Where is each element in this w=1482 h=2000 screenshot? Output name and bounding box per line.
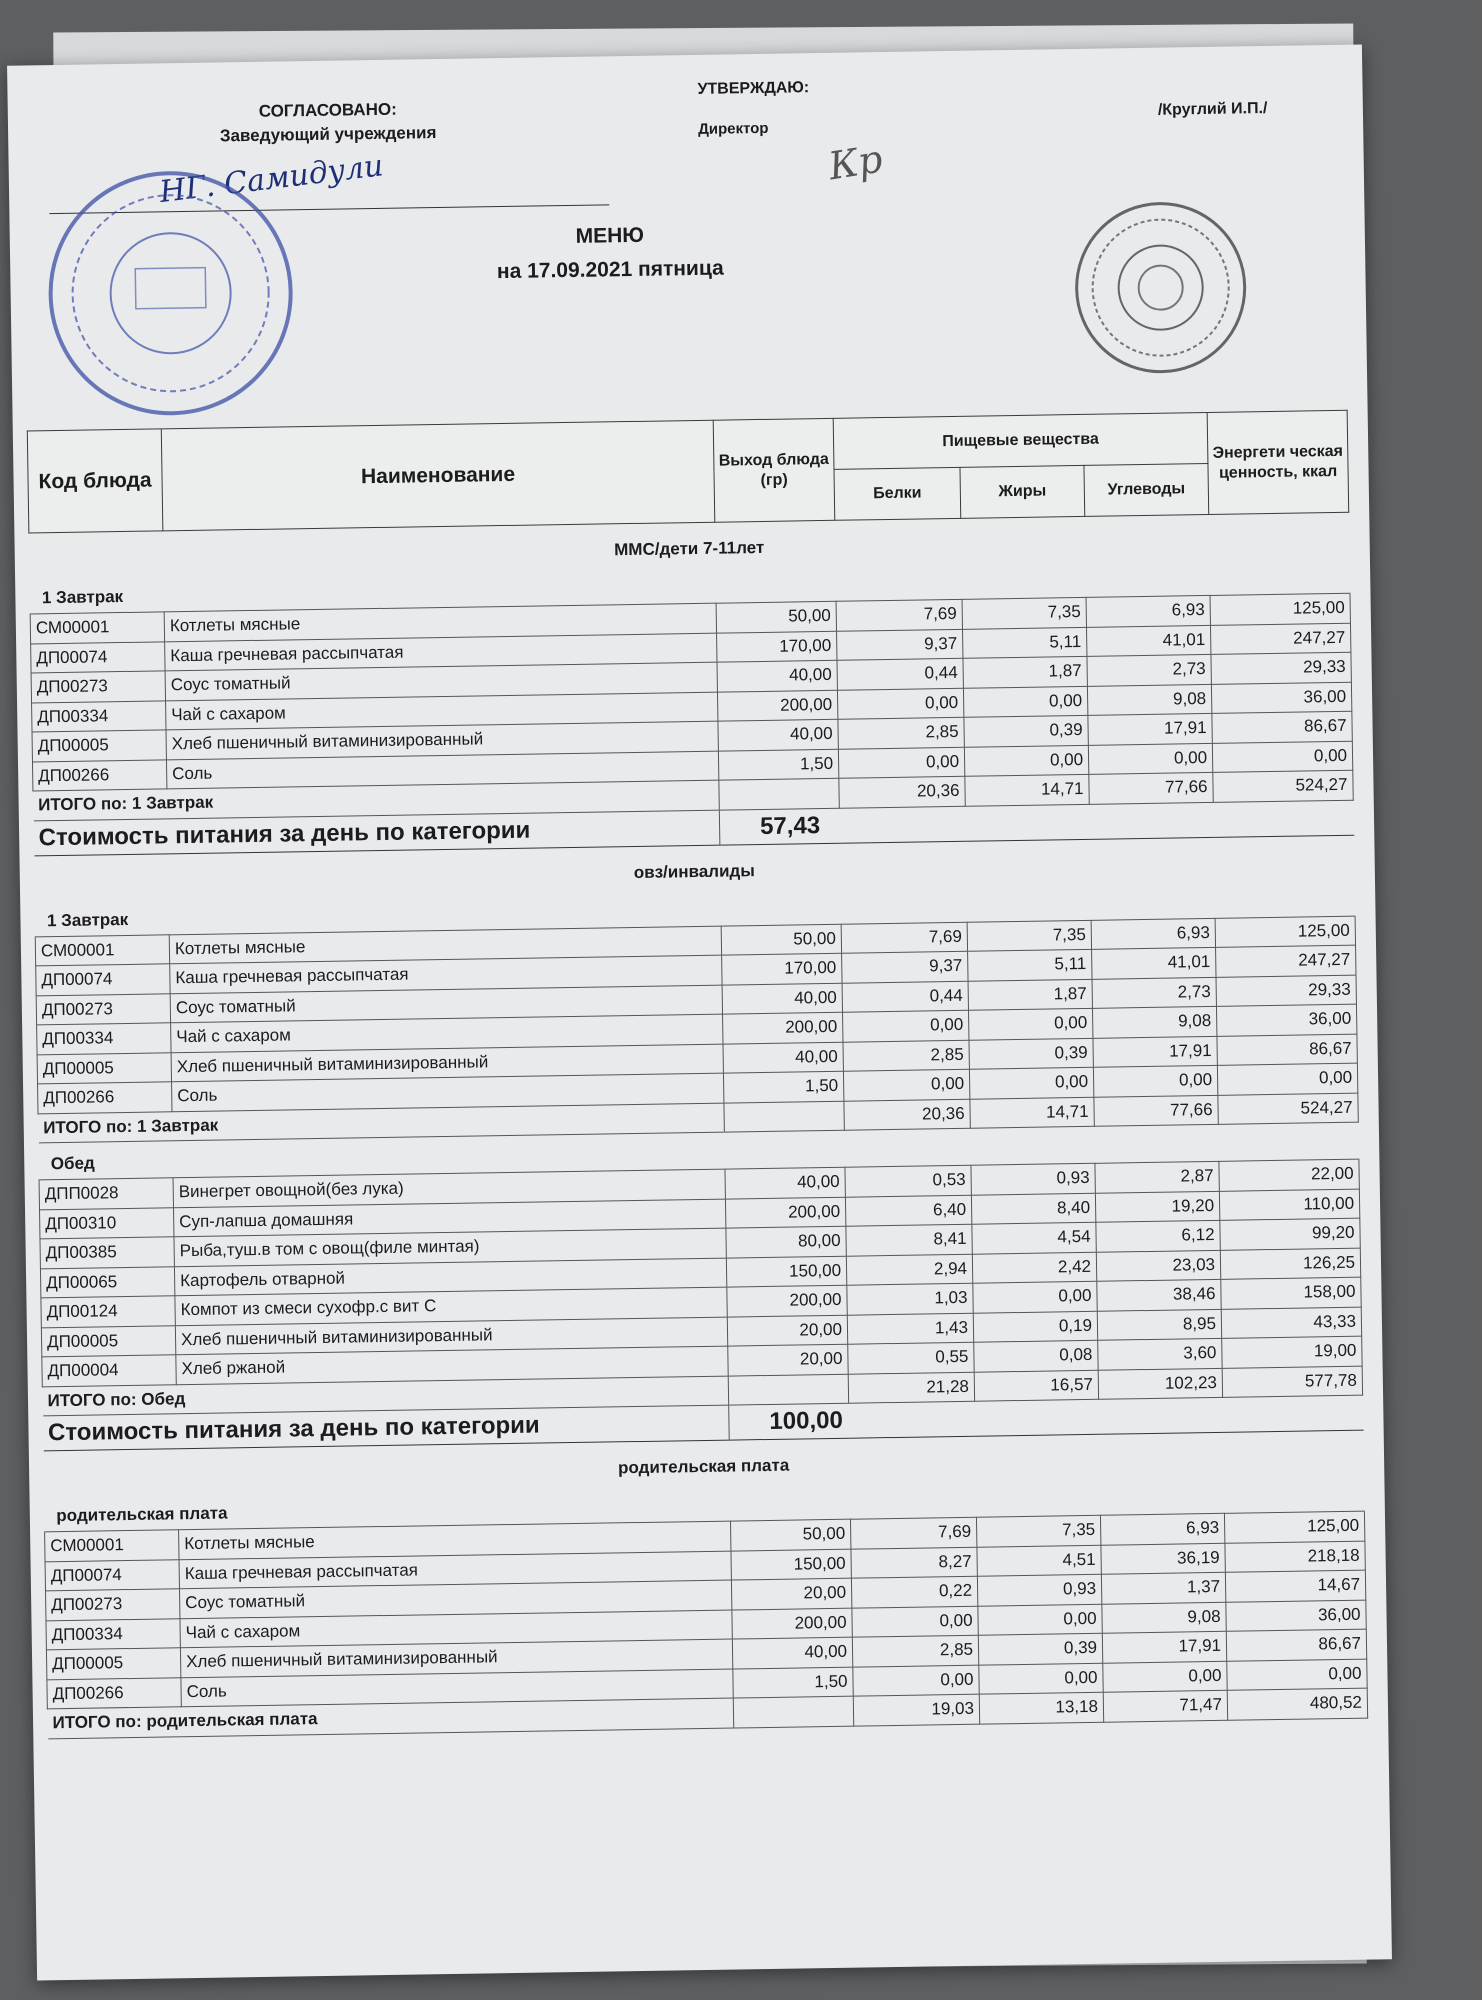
dish-protein: 0,53 [845,1165,971,1196]
dish-carbs: 19,20 [1095,1191,1219,1222]
total-protein: 20,36 [839,776,965,807]
menu-sheet [7,44,1392,1980]
dish-name: Хлеб пшеничный витаминизированный [166,721,718,759]
head-signature: НГ. Самидули [157,148,386,211]
dish-fat: 0,00 [964,745,1088,776]
dish-yield: 1,50 [733,1667,853,1698]
dish-fat: 0,00 [978,1604,1102,1635]
cost-label: Стоимость питания за день по категории [33,810,719,856]
total-protein: 20,36 [844,1099,970,1130]
dish-energy: 29,33 [1211,652,1351,684]
dish-protein: 2,85 [843,1040,969,1071]
dish-carbs: 0,00 [1088,743,1212,774]
dish-carbs: 0,00 [1093,1065,1217,1096]
dish-protein: 2,85 [838,717,964,748]
agreed-title: СОГЛАСОВАНО: [258,99,397,121]
dish-energy: 247,27 [1210,623,1350,655]
dish-yield: 20,00 [728,1344,848,1375]
dish-fat: 7,35 [962,597,1086,628]
dish-name: Хлеб пшеничный витаминизированный [180,1639,732,1677]
dish-protein: 8,41 [846,1224,972,1255]
section-title: родительская плата [44,1475,1364,1532]
dish-carbs: 17,91 [1102,1631,1226,1662]
dish-protein: 0,00 [852,1606,978,1637]
dish-fat: 0,00 [963,686,1087,717]
dish-yield: 150,00 [731,1549,851,1580]
category-title: овз/инвалиды [633,860,755,882]
total-yield-empty [733,1696,853,1727]
agreed-block [158,96,499,149]
dish-name: Котлеты мясные [164,603,716,641]
dish-code: ДП00310 [40,1207,174,1239]
dish-fat: 0,39 [978,1633,1102,1664]
total-label: ИТОГО по: 1 Завтрак [38,1103,724,1143]
director-signature: Кр [825,136,886,189]
dish-fat: 0,00 [968,1008,1092,1039]
total-carbs: 102,23 [1098,1368,1222,1399]
dish-code: ДП00124 [41,1296,175,1328]
dish-energy: 125,00 [1210,593,1350,625]
total-carbs: 77,66 [1094,1095,1218,1126]
dish-name: Картофель отварной [174,1258,726,1296]
dish-yield: 200,00 [727,1285,847,1316]
dish-protein: 1,43 [847,1313,973,1344]
menu-title: МЕНЮ [575,223,645,248]
total-protein: 21,28 [848,1372,974,1403]
dish-energy: 0,00 [1227,1659,1367,1691]
dish-name: Хлеб пшеничный витаминизированный [171,1044,723,1082]
dish-protein: 8,27 [851,1547,977,1578]
category-title: родительская плата [617,1455,790,1478]
dish-fat: 7,35 [976,1515,1100,1546]
dish-energy: 110,00 [1219,1189,1359,1221]
dish-fat: 0,00 [979,1663,1103,1694]
dish-carbs: 17,91 [1088,713,1212,744]
dish-carbs: 9,08 [1092,1006,1216,1037]
dish-protein: 0,00 [838,747,964,778]
col-fat: Жиры [960,465,1085,518]
dish-name: Соус томатный [179,1580,731,1618]
section-title: 1 Завтрак [30,557,1350,614]
dish-energy: 22,00 [1219,1159,1359,1191]
dish-name: Компот из смеси сухофр.с вит С [175,1287,727,1325]
dish-yield: 40,00 [722,983,842,1014]
dish-name: Каша гречневая рассыпчатая [165,633,717,671]
dish-fat: 2,42 [972,1252,1096,1283]
dish-carbs: 6,93 [1086,595,1210,626]
dish-code: ДП00005 [32,730,166,762]
dish-code: ДП00273 [31,671,165,703]
dish-yield: 40,00 [732,1637,852,1668]
dish-carbs: 8,95 [1097,1309,1221,1340]
dish-yield: 40,00 [725,1167,845,1198]
total-label: ИТОГО по: 1 Завтрак [33,780,719,820]
dish-yield: 40,00 [723,1042,843,1073]
dish-energy: 86,67 [1212,711,1352,743]
dish-protein: 0,55 [848,1342,974,1373]
dish-fat: 0,19 [973,1311,1097,1342]
total-protein: 19,03 [853,1694,979,1725]
dish-name: Соль [166,751,718,789]
dish-energy: 218,18 [1225,1541,1365,1573]
dish-name: Хлеб пшеничный витаминизированный [175,1317,727,1355]
dish-carbs: 6,12 [1096,1220,1220,1251]
dish-energy: 29,33 [1216,975,1356,1007]
dish-name: Каша гречневая рассыпчатая [179,1551,731,1589]
dish-yield: 200,00 [723,1012,843,1043]
dish-protein: 2,94 [846,1254,972,1285]
dish-code: ДП00266 [38,1082,172,1114]
dish-carbs: 41,01 [1092,947,1216,978]
dish-carbs: 23,03 [1096,1250,1220,1281]
col-nutrients: Пищевые вещества [833,412,1208,469]
dish-code: ДП00266 [47,1677,181,1709]
cost-label: Стоимость питания за день по категории [43,1405,729,1451]
dish-carbs: 2,73 [1092,977,1216,1008]
dish-yield: 50,00 [730,1519,850,1550]
dish-protein: 7,69 [836,599,962,630]
dish-name: Котлеты мясные [169,926,721,964]
dish-yield: 200,00 [725,1197,845,1228]
dish-protein: 0,00 [843,1010,969,1041]
dish-code: ДП00385 [40,1237,174,1269]
dish-carbs: 9,08 [1102,1602,1226,1633]
dish-carbs: 3,60 [1098,1338,1222,1369]
cost-value: 57,43 [719,800,1353,845]
col-yield: Выход блюда (гр) [713,418,835,522]
dish-protein: 0,00 [853,1665,979,1696]
dish-protein: 2,85 [852,1635,978,1666]
dish-energy: 158,00 [1221,1277,1361,1309]
dish-code: СМ00001 [45,1530,179,1562]
cost-value: 100,00 [729,1395,1363,1440]
dish-energy: 14,67 [1225,1570,1365,1602]
dish-code: ДП00334 [46,1618,180,1650]
total-fat: 13,18 [979,1692,1103,1723]
dish-code: ДПП0028 [39,1178,173,1210]
dish-energy: 0,00 [1217,1063,1357,1095]
menu-table [27,410,1368,1739]
dish-carbs: 2,87 [1095,1161,1219,1192]
col-energy: Энергети ческая ценность, ккал [1207,410,1349,514]
dish-code: ДП00004 [42,1355,176,1387]
dish-fat: 5,11 [963,627,1087,658]
category-title: ММС/дети 7-11лет [614,537,765,560]
dish-energy: 19,00 [1222,1336,1362,1368]
dish-fat: 0,00 [969,1067,1093,1098]
dish-protein: 9,37 [837,629,963,660]
dish-fat: 0,93 [977,1574,1101,1605]
total-energy: 524,27 [1218,1093,1358,1125]
approve-title: УТВЕРЖДАЮ: [697,79,810,98]
dish-fat: 5,11 [968,949,1092,980]
total-label: ИТОГО по: родительская плата [47,1698,733,1738]
col-name: Наименование [161,420,715,531]
dish-energy: 126,25 [1220,1248,1360,1280]
dish-energy: 86,67 [1226,1629,1366,1661]
dish-code: ДП00005 [46,1648,180,1680]
dish-protein: 7,69 [841,922,967,953]
dish-code: СМ00001 [30,612,164,644]
total-carbs: 77,66 [1089,772,1213,803]
section-title: 1 Завтрак [35,879,1355,936]
col-protein: Белки [834,467,961,520]
dish-carbs: 38,46 [1097,1279,1221,1310]
dish-code: СМ00001 [35,934,169,966]
dish-code: ДП00005 [41,1325,175,1357]
dish-protein: 0,22 [851,1576,977,1607]
dish-name: Чай с сахаром [166,692,718,730]
dish-energy: 247,27 [1216,945,1356,977]
dish-name: Котлеты мясные [179,1521,731,1559]
dish-carbs: 36,19 [1101,1543,1225,1574]
dish-fat: 7,35 [967,920,1091,951]
dish-energy: 86,67 [1217,1034,1357,1066]
dish-yield: 200,00 [732,1608,852,1639]
round-stamp-blue [39,161,303,425]
dish-carbs: 6,93 [1091,918,1215,949]
total-fat: 16,57 [974,1370,1098,1401]
dish-carbs: 6,93 [1100,1513,1224,1544]
dish-fat: 1,87 [968,979,1092,1010]
total-yield-empty [724,1101,844,1132]
dish-name: Соус томатный [170,985,722,1023]
dish-code: ДП00266 [32,759,166,791]
dish-code: ДП00273 [46,1589,180,1621]
dish-protein: 7,69 [850,1517,976,1548]
dish-name: Винегрет овощной(без лука) [173,1169,725,1207]
dish-name: Чай с сахаром [171,1014,723,1052]
dish-code: ДП00074 [45,1559,179,1591]
dish-carbs: 9,08 [1087,684,1211,715]
total-energy: 524,27 [1213,770,1353,802]
dish-yield: 1,50 [723,1071,843,1102]
dish-code: ДП00074 [36,964,170,996]
dish-fat: 8,40 [971,1193,1095,1224]
dish-fat: 0,39 [964,715,1088,746]
col-carbs: Углеводы [1084,463,1209,516]
dish-energy: 36,00 [1216,1004,1356,1036]
dish-energy: 0,00 [1212,741,1352,773]
dish-name: Чай с сахаром [180,1610,732,1648]
director-label: Директор [697,119,769,138]
dish-code: ДП00334 [32,700,166,732]
dish-name: Хлеб ржаной [176,1346,728,1384]
total-carbs: 71,47 [1103,1690,1227,1721]
dish-fat: 0,08 [974,1340,1098,1371]
dish-carbs: 2,73 [1087,654,1211,685]
dish-yield: 170,00 [722,953,842,984]
dish-yield: 20,00 [731,1578,851,1609]
dish-protein: 1,03 [847,1283,973,1314]
total-fat: 14,71 [970,1097,1094,1128]
dish-yield: 40,00 [718,719,838,750]
dish-code: ДП00005 [37,1052,171,1084]
total-energy: 577,78 [1222,1366,1362,1398]
dish-energy: 99,20 [1220,1218,1360,1250]
col-code: Код блюда [27,429,163,533]
dish-yield: 150,00 [726,1256,846,1287]
dish-carbs: 41,01 [1086,625,1210,656]
dish-yield: 50,00 [721,924,841,955]
agreed-role: Заведующий учреждения [219,123,437,146]
menu-date: на 17.09.2021 пятница [496,256,724,284]
dish-fat: 0,39 [969,1038,1093,1069]
dish-yield: 50,00 [716,601,836,632]
dish-carbs: 1,37 [1101,1572,1225,1603]
dish-protein: 0,00 [837,688,963,719]
dish-code: ДП00074 [31,641,165,673]
dish-yield: 80,00 [726,1226,846,1257]
dish-yield: 20,00 [727,1315,847,1346]
dish-yield: 1,50 [718,749,838,780]
total-yield-empty [719,778,839,809]
dish-energy: 36,00 [1211,682,1351,714]
dish-yield: 40,00 [717,660,837,691]
dish-fat: 4,54 [972,1222,1096,1253]
dish-carbs: 0,00 [1103,1661,1227,1692]
dish-name: Соус томатный [165,662,717,700]
dish-name: Суп-лапша домашняя [173,1199,725,1237]
dish-name: Каша гречневая рассыпчатая [170,955,722,993]
section-title: Обед [38,1122,1358,1180]
dish-energy: 125,00 [1224,1511,1364,1543]
dish-yield: 170,00 [717,631,837,662]
dish-energy: 36,00 [1226,1600,1366,1632]
dish-code: ДП00334 [37,1023,171,1055]
dish-protein: 6,40 [845,1195,971,1226]
dish-energy: 125,00 [1215,916,1355,948]
dish-fat: 0,00 [973,1281,1097,1312]
dish-protein: 0,00 [843,1069,969,1100]
director-name: /Круглий И.П./ [1157,99,1268,119]
total-yield-empty [728,1374,848,1405]
dish-name: Соль [172,1073,724,1111]
dish-name: Соль [181,1669,733,1707]
dish-yield: 200,00 [717,690,837,721]
dish-fat: 4,51 [977,1545,1101,1576]
total-label: ИТОГО по: Обед [42,1376,728,1416]
dish-fat: 0,93 [971,1163,1095,1194]
dish-fat: 1,87 [963,656,1087,687]
dish-protein: 0,44 [842,981,968,1012]
total-energy: 480,52 [1227,1688,1367,1720]
dish-name: Рыба,туш.в том с овощ(филе минтая) [174,1228,726,1266]
dish-energy: 43,33 [1221,1307,1361,1339]
dish-protein: 0,44 [837,658,963,689]
dish-code: ДП00065 [40,1266,174,1298]
menu-body [29,512,1368,1738]
dish-carbs: 17,91 [1093,1036,1217,1067]
total-fat: 14,71 [965,774,1089,805]
dish-protein: 9,37 [842,951,968,982]
dish-code: ДП00273 [36,993,170,1025]
